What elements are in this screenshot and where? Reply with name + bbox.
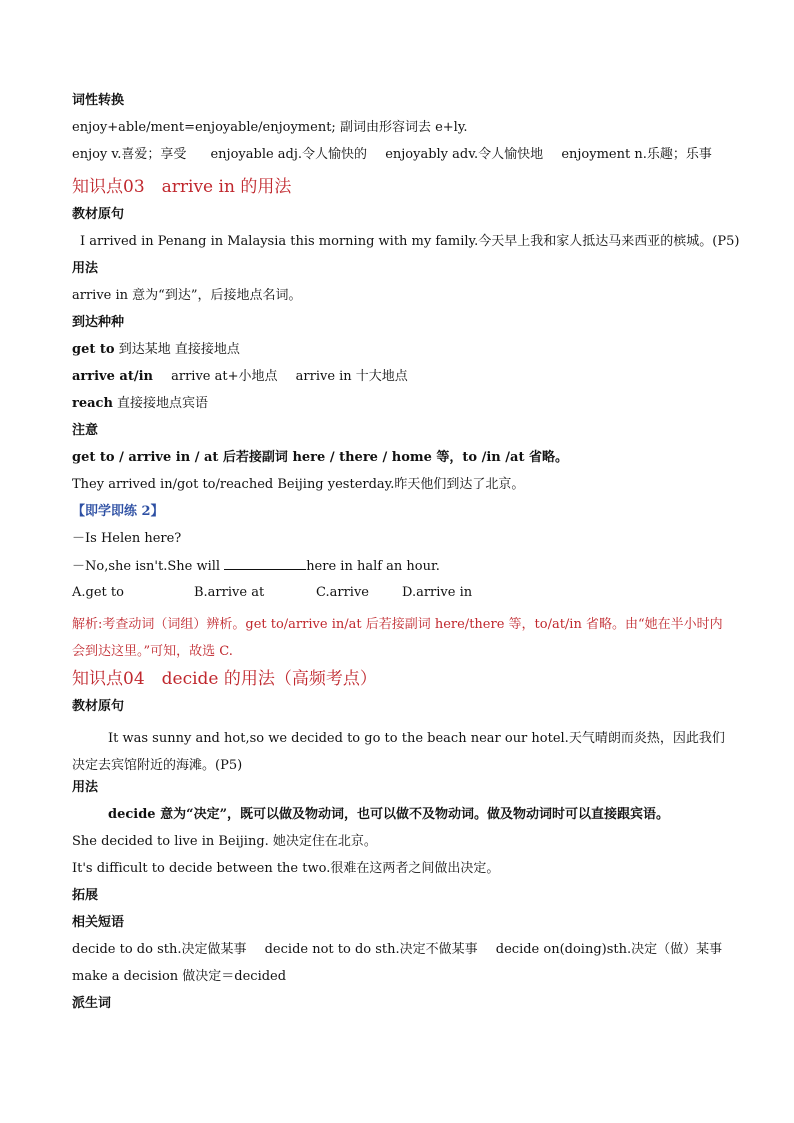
phrase-decide-on: decide on(doing)sth.决定（做）某事 [495, 942, 723, 957]
make-a-decision-line: make a decision 做决定＝decided [72, 969, 287, 984]
word-forms-line [72, 146, 732, 173]
textbook-sentence-label: 教材原句 [72, 207, 125, 222]
dialogue-answer [72, 557, 732, 584]
answer-options [72, 584, 732, 611]
variant-arrive-at-in [72, 368, 732, 395]
word-enjoyable: enjoyable adj.令人愉快的 [210, 147, 368, 162]
practice-label: 【即学即练 2】 [72, 504, 164, 519]
note-label: 注意 [72, 423, 99, 438]
word-enjoy: enjoy v.喜爱；享受 [72, 147, 187, 162]
option-c: C.arrive [316, 585, 369, 600]
usage-text: arrive in 意为“到达”，后接地点名词。 [72, 288, 302, 303]
option-d: D.arrive in [402, 585, 473, 600]
phrase-decide-to-do: decide to do sth.决定做某事 [72, 942, 247, 957]
option-b: B.arrive at [194, 585, 265, 600]
dialogue-question: －Is Helen here? [72, 531, 182, 546]
textbook-sentence: I arrived in Penang in Malaysia this morning with my family.今天早上我和家人抵达马来西亚的槟城。(P5) [80, 234, 740, 249]
decide-usage-text: decide 意为“决定”，既可以做及物动词，也可以做不及物动词。做及物动词时可以直接跟宾语。 [108, 807, 670, 822]
phrase-reach-desc: 直接接地点宾语 [112, 396, 209, 411]
phrase-decide-not-to-do: decide not to do sth.决定不做某事 [264, 942, 478, 957]
arrive-variants-label: 到达种种 [72, 315, 125, 330]
phrase-get-to: get to [72, 342, 115, 357]
answer-blank [224, 557, 306, 570]
answer-part-1: －No,she isn't.She will [72, 559, 225, 574]
word-enjoyment: enjoyment n.乐趣；乐事 [561, 147, 712, 162]
phrase-arrive-at-desc: arrive at+小地点 [171, 369, 278, 384]
example-sentence: They arrived in/got to/reached Beijing yesterday.昨天他们到达了北京。 [72, 477, 525, 492]
phrase-get-to-desc: 到达某地 直接接地点 [114, 342, 240, 357]
variant-get-to [72, 341, 732, 368]
analysis-text: 解析:考查动词（词组）辨析。get to/arrive in/at 后若接副词 here/there 等，to/at/in 省略。由“她在半小时内会到达这里。”可知，故选 C. [72, 617, 723, 659]
section-label-pos-conversion: 词性转换 [72, 93, 125, 108]
extension-label: 拓展 [72, 888, 99, 903]
textbook-sentence-label-2: 教材原句 [72, 699, 125, 714]
answer-part-2: here in half an hour. [306, 559, 440, 574]
knowledge-point-04-heading: 知识点04 decide 的用法（高频考点） [72, 669, 377, 689]
usage-label: 用法 [72, 261, 99, 276]
decide-example-2: It's difficult to decide between the two.很难在这两者之间做出决定。 [72, 861, 500, 876]
option-a: A.get to [72, 585, 124, 600]
document-page [72, 92, 740, 1022]
rule-text: enjoy+able/ment=enjoyable/enjoyment; 副词由形容词去 e+ly. [72, 120, 468, 135]
textbook-sentence-2: It was sunny and hot,so we decided to go to the beach near our hotel.天气晴朗而炎热，因此我们决定去宾馆附近的海滩。(P5) [72, 731, 725, 773]
note-text: get to / arrive in / at 后若接副词 here / there / home 等，to /in /at 省略。 [72, 450, 568, 465]
knowledge-point-03-heading: 知识点03 arrive in 的用法 [72, 177, 292, 197]
phrase-arrive-at-in: arrive at/in [72, 369, 153, 384]
word-enjoyably: enjoyably adv.令人愉快地 [385, 147, 544, 162]
related-phrases [72, 941, 732, 968]
variant-reach [72, 395, 732, 422]
phrase-reach: reach [72, 396, 113, 411]
usage-label-2: 用法 [72, 780, 99, 795]
phrase-arrive-in-desc: arrive in 十大地点 [295, 369, 408, 384]
related-phrases-label: 相关短语 [72, 915, 125, 930]
decide-example-1: She decided to live in Beijing. 她决定住在北京。 [72, 834, 377, 849]
derivatives-label: 派生词 [72, 996, 112, 1011]
